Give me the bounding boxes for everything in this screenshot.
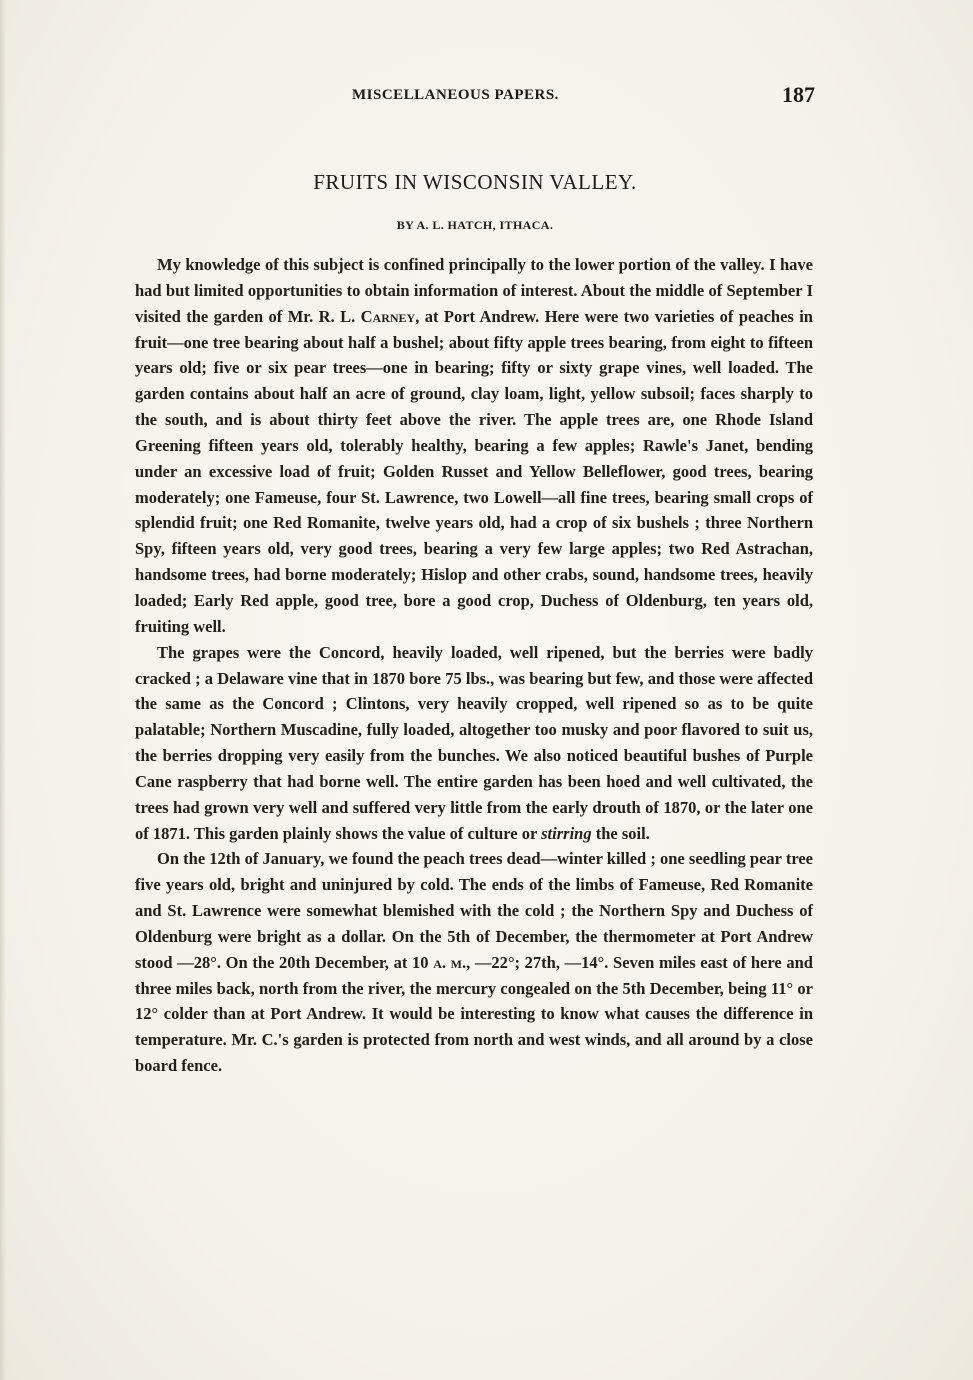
article-body: [135, 252, 813, 1079]
article-byline: BY A. L. HATCH, ITHACA.: [396, 218, 554, 232]
paragraph-2: The grapes were the Concord, heavily loaded, well ripened, but the berries were badly cracked ; a Delaware vine that in 1870 bore 75 lbs., was bearing but few, and those were affected the same as the Concord ; Clintons, very heavily cropped, well ripened so as to be quite palatable; Northern Muscadine, fully loaded, altogether too musky and poor flavored to suit us, the berries dropping very easily from the bunches. We also noticed beautiful bushes of Purple Cane raspberry that had borne well. The entire garden has been hoed and well cultivated, the trees had grown very well and suffered very little from the early drouth of 1870, or the later one of 1871. This garden plainly shows the value of culture or stirring the soil.: [135, 642, 813, 843]
page-header: [135, 82, 815, 112]
small-caps-name: Carney: [360, 306, 416, 326]
page-number: 187: [782, 82, 815, 107]
article-title: FRUITS IN WISCONSIN VALLEY.: [313, 170, 637, 194]
paragraph-1: My knowledge of this subject is confined principally to the lower portion of the valley. I have had but limited opportunities to obtain information of interest. About the middle of September I visited the garden of Mr. R. L. Carney, at Port Andrew. Here were two varieties of peaches in fruit—one tree bearing about half a bushel; about fifty apple trees bearing, from eight to fifteen years old; five or six pear trees—one in bearing; fifty or sixty grape vines, well loaded. The garden contains about half an acre of ground, clay loam, light, yellow subsoil; faces sharply to the south, and is about thirty feet above the river. The apple trees are, one Rhode Island Greening fifteen years old, tolerably healthy, bearing a few apples; Rawle's Janet, bending under an excessive load of fruit; Golden Russet and Yellow Belleflower, good trees, bearing moderately; one Fameuse, four St. Lawrence, two Lowell—all fine trees, bearing small crops of splendid fruit; one Red Romanite, twelve years old, had a crop of six bushels ; three Northern Spy, fifteen years old, very good trees, bearing a very few large apples; two Red Astrachan, handsome trees, had borne moderately; Hislop and other crabs, sound, handsome trees, heavily loaded; Early Red apple, good tree, bore a good crop, Duchess of Oldenburg, ten years old, fruiting well.: [135, 255, 813, 636]
page-edge-shadow: [0, 0, 6, 1380]
italic-word: stirring: [541, 823, 592, 843]
paragraph-3: On the 12th of January, we found the peach trees dead—winter killed ; one seedling pear tree five years old, bright and uninjured by cold. The ends of the limbs of Fameuse, Red Romanite and St. Lawrence were somewhat blemished with the cold ; the Northern Spy and Duchess of Oldenburg were bright as a dollar. On the 5th of December, the thermometer at Port Andrew stood —28°. On the 20th December, at 10 a. m., —22°; 27th, —14°. Seven miles east of here and three miles back, north from the river, the mercury congealed on the 5th December, being 11° or 12° colder than at Port Andrew. It would be interesting to know what causes the difference in temperature. Mr. C.'s garden is protected from north and west winds, and all around by a close board fence.: [135, 849, 813, 1076]
running-head: MISCELLANEOUS PAPERS.: [352, 87, 559, 103]
small-caps-time: a. m.: [433, 952, 467, 972]
